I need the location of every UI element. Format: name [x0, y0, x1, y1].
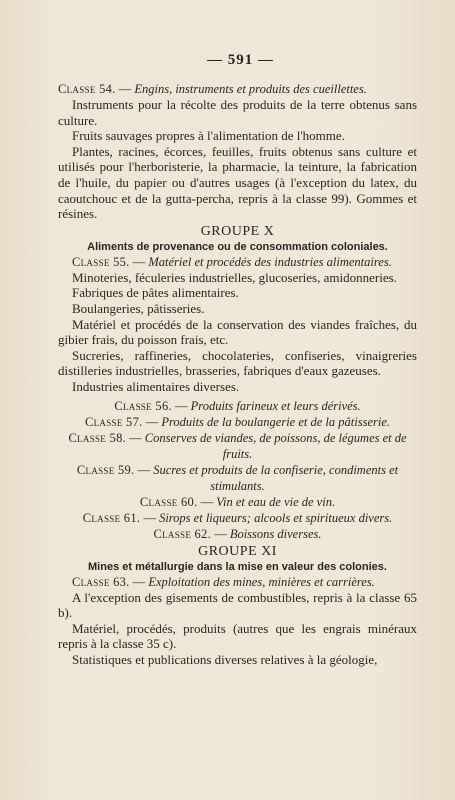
- paragraph: Fruits sauvages propres à l'alimentation de l'homme.: [72, 128, 345, 144]
- class-heading-62: Classe 62. — Boissons diverses.: [153, 526, 322, 541]
- group-heading-xi: GROUPE XI: [198, 543, 277, 559]
- class-heading-63: Classe 63. — Exploitation des mines, minières et carrières.: [72, 574, 375, 589]
- page-number: — 591 —: [207, 52, 274, 68]
- class-heading-60: Classe 60. — Vin et eau de vie de vin.: [139, 494, 336, 509]
- class-heading-55: Classe 55. — Matériel et procédés des industries alimentaires.: [72, 254, 392, 269]
- group-subtitle-x: Aliments de provenance ou de consommation coloniales.: [87, 240, 388, 253]
- paragraph: Matériel, procédés, produits (autres que les engrais minéraux repris à la classe 35 c).: [58, 620, 417, 652]
- paragraph: Boulangeries, pâtisseries.: [72, 300, 205, 316]
- paragraph: Industries alimentaires diverses.: [72, 378, 240, 394]
- paragraph: Plantes, racines, écorces, feuilles, fruits obtenus sans culture et utilisés pour l'herboristerie, la pharmacie, la teinture, la fabrication de l'huile, du papier ou d'autres usages (à l'exception du latex, du caoutchouc et de la gutta-percha, repris à la classe 99). Gommes et résines.: [58, 143, 417, 222]
- group-subtitle-xi: Mines et métallurgie dans la mise en valeur des colonies.: [88, 560, 387, 573]
- paragraph: Instruments pour la récolte des produits de la terre obtenus sans culture.: [58, 97, 417, 128]
- class-heading-54: Classe 54. — Engins, instruments et produits des cueillettes.: [58, 82, 367, 96]
- paragraph: Statistiques et publications diverses relatives à la géologie,: [72, 651, 378, 667]
- class-heading-61: Classe 61. — Sirops et liqueurs; alcools et spiritueux divers.: [82, 510, 393, 525]
- paragraph: A l'exception des gisements de combustibles, repris à la classe 65 b).: [58, 589, 417, 621]
- paragraph: Sucreries, raffineries, chocolateries, confiseries, vinaigreries distilleries industrielles, brasseries, fabriques d'eaux gazeuses.: [58, 347, 417, 379]
- paragraph: Matériel et procédés de la conservation des viandes fraîches, du gibier frais, du poisson frais, etc.: [58, 316, 417, 348]
- class-heading-57: Classe 57. — Produits de la boulangerie et de la pâtisserie.: [84, 414, 391, 429]
- class-heading-56: Classe 56. — Produits farineux et leurs dérivés.: [114, 398, 361, 413]
- paragraph: Minoteries, féculeries industrielles, glucoseries, amidonneries.: [72, 269, 397, 285]
- class-heading-59: Classe 59. — Sucres et produits de la confiserie, condiments et stimulants.: [76, 462, 399, 493]
- group-heading-x: GROUPE X: [200, 223, 275, 239]
- paragraph: Fabriques de pâtes alimentaires.: [72, 285, 239, 301]
- class-heading-58: Classe 58. — Conserves de viandes, de poissons, de légumes et de fruits.: [68, 430, 407, 461]
